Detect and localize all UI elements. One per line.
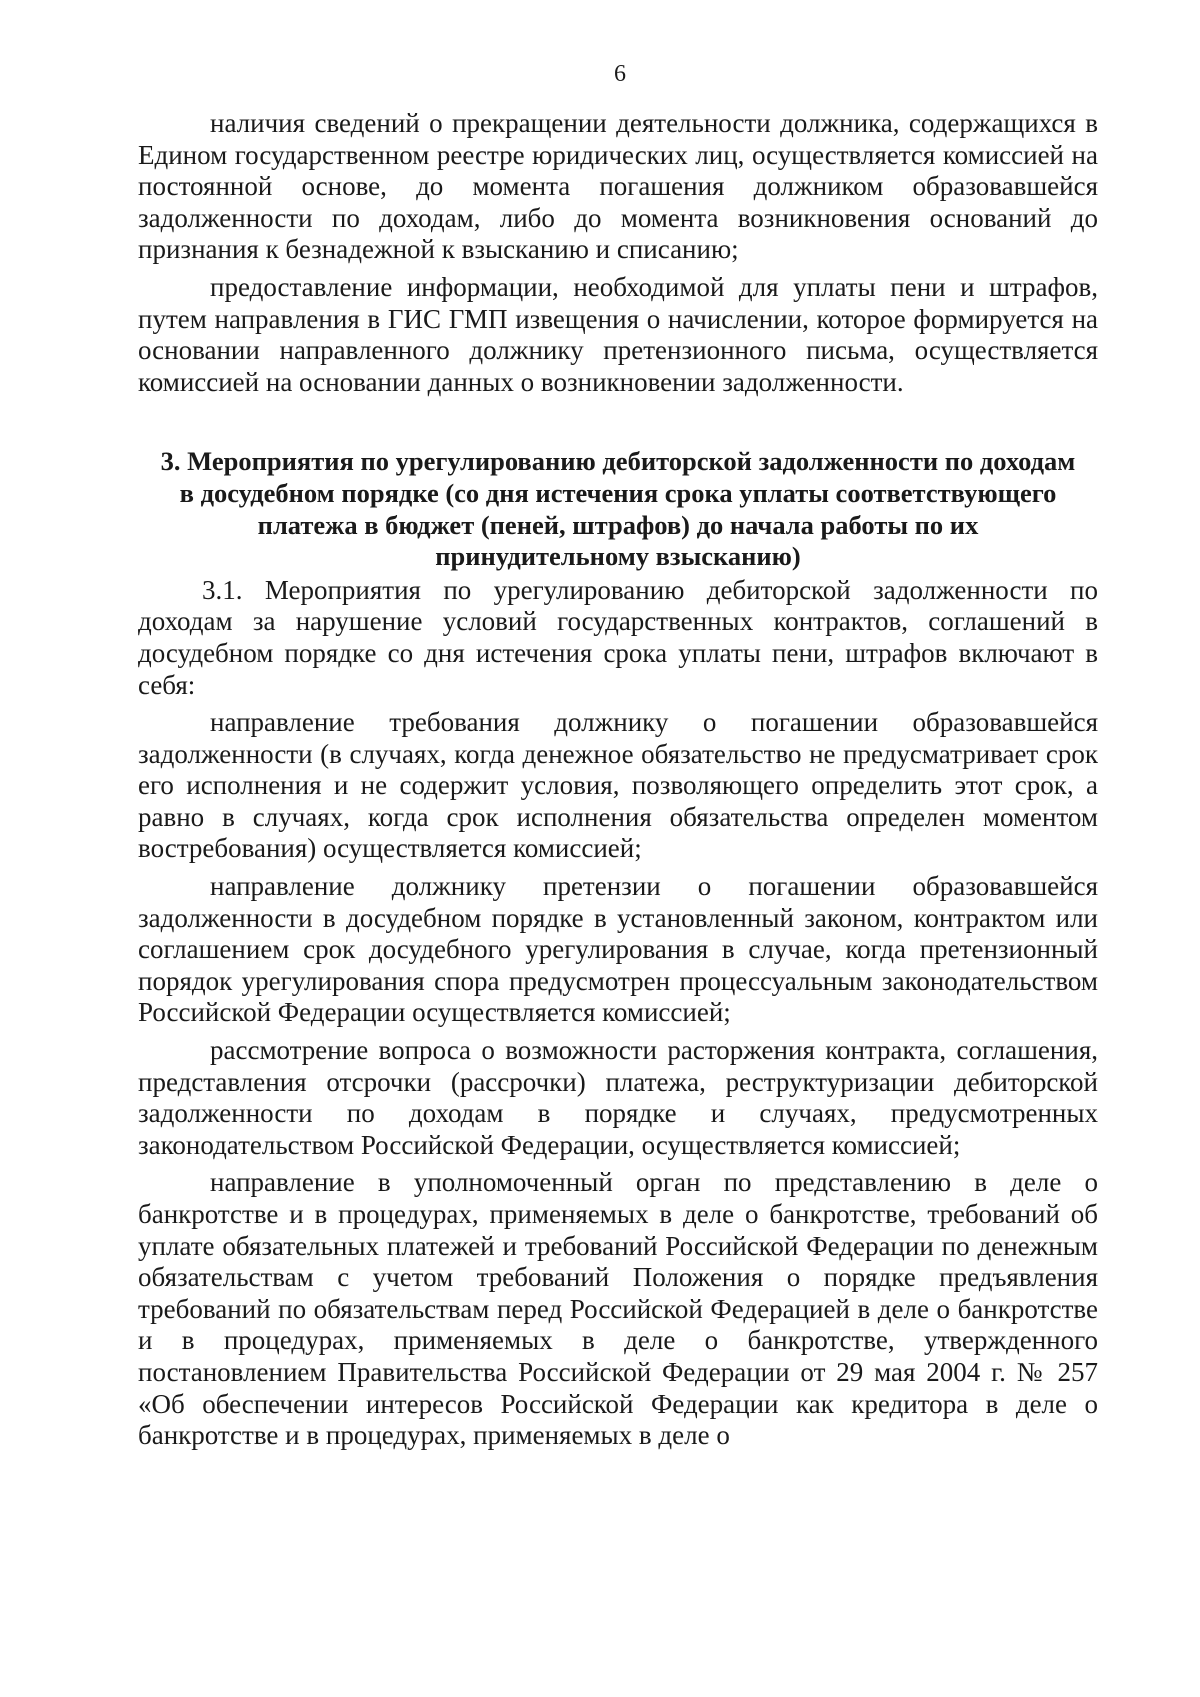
paragraph-bankruptcy: направление в уполномоченный орган по представлению в деле о банкротстве и в процедурах, применяемых в деле о банкротстве, требований об уплате обязательных платежей и требований Российской Федерации по денежным обязательствам с учетом требований Положения о порядке предъявления требований по обязательствам перед Российской Федерацией в деле о банкротстве и в процедурах, применяемых в деле о банкротстве, утвержденного постановлением Правительства Российской Федерации от 29 мая 2004 г. № 257 «Об обеспечении интересов Российской Федерации как кредитора в деле о банкротстве и в процедурах, применяемых в деле о bbox=[138, 1167, 1098, 1451]
paragraph-gis-gmp: предоставление информации, необходимой для уплаты пени и штрафов, путем направления в ГИС ГМП извещения о начислении, которое формируется на основании направленного должнику претензионного письма, осуществляется комиссией на основании данных о возникновении задолженности. bbox=[138, 271, 1098, 397]
document-body bbox=[138, 108, 1098, 1458]
paragraph-claim: направление должнику претензии о погашении образовавшейся задолженности в досудебном порядке в установленный законом, контрактом или соглашением срок досудебного урегулирования в случае, когда претензионный порядок урегулирования спора предусмотрен процессуальным законодательством Российской Федерации осуществляется комиссией; bbox=[138, 871, 1098, 1028]
page-number: 6 bbox=[614, 61, 626, 87]
paragraph-demand: направление требования должнику о погашении образовавшейся задолженности (в случаях, когда денежное обязательство не предусматривает срок его исполнения и не содержит условия, позволяющего определить этот срок, а равно в случаях, когда срок исполнения обязательства определен моментом востребования) осуществляется комиссией; bbox=[138, 707, 1098, 864]
paragraph-debtor-info: наличия сведений о прекращении деятельности должника, содержащихся в Едином государственном реестре юридических лиц, осуществляется комиссией на постоянной основе, до момента погашения должником образовавшейся задолженности по доходам, либо до момента возникновения оснований до признания к безнадежной к взысканию и списанию; bbox=[138, 108, 1098, 265]
paragraph-3-1: 3.1. Мероприятия по урегулированию дебиторской задолженности по доходам за нарушение условий государственных контрактов, соглашений в досудебном порядке со дня истечения срока уплаты пени, штрафов включают в себя: bbox=[138, 574, 1098, 700]
section-heading: 3. Мероприятия по урегулированию дебиторской задолженности по доходам в досудебном порядке (со дня истечения срока уплаты соответствующего платежа в бюджет (пеней, штрафов) до начала работы по их принудительному взысканию) bbox=[160, 446, 1076, 572]
paragraph-termination: рассмотрение вопроса о возможности расторжения контракта, соглашения, представления отсрочки (рассрочки) платежа, реструктуризации дебиторской задолженности по доходам в порядке и случаях, предусмотренных законодательством Российской Федерации, осуществляется комиссией; bbox=[138, 1035, 1098, 1160]
